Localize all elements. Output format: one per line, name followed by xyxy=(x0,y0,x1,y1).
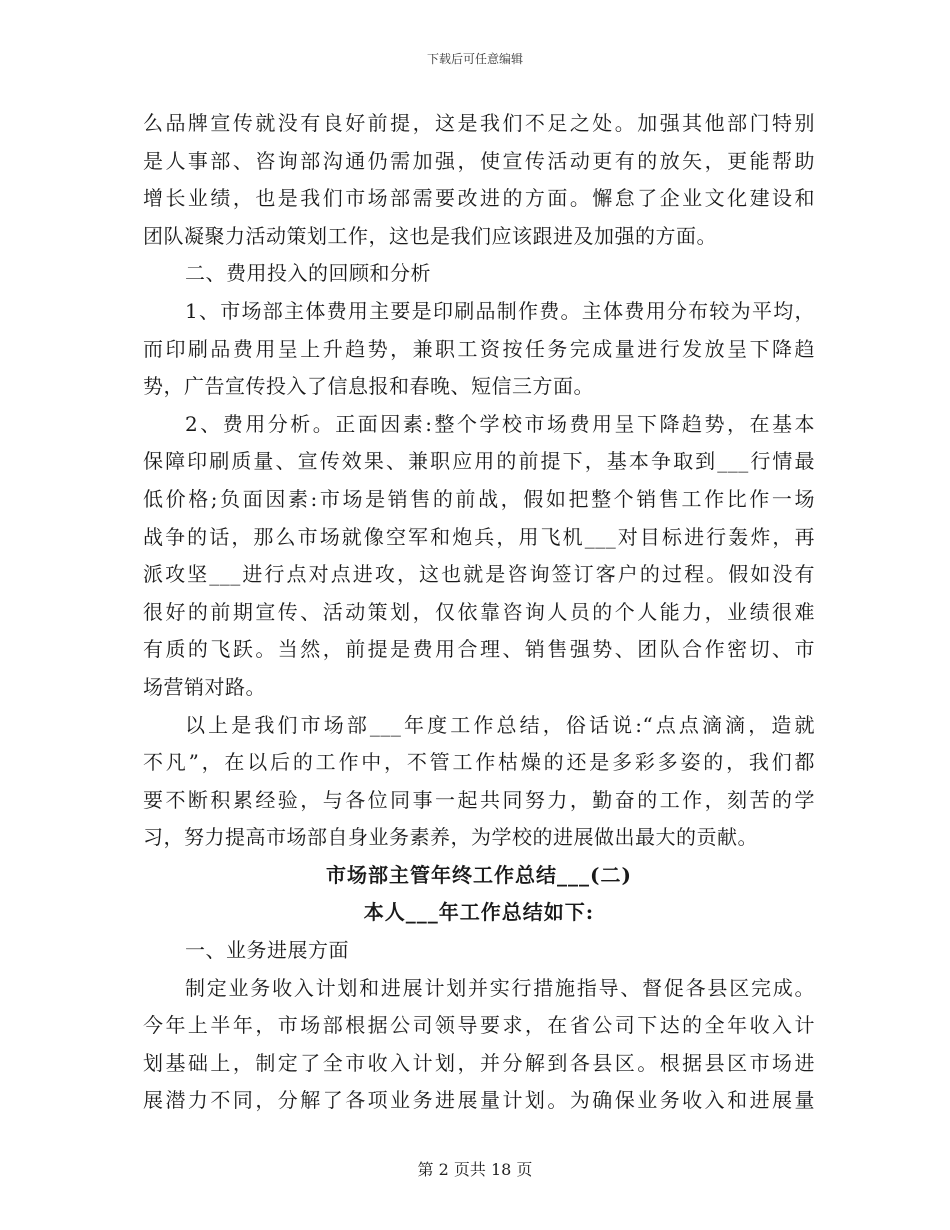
text-line: 派攻坚___进行点对点进攻，这也就是咨询签订客户的过程。假如没有 xyxy=(143,562,815,587)
text-line: 很好的前期宣传、活动策划，仅依靠咨询人员的个人能力，业绩很难 xyxy=(143,599,815,624)
section-heading: 本人___年工作总结如下: xyxy=(363,900,595,925)
page-header: 下载后可任意编辑 xyxy=(426,52,523,66)
document-body xyxy=(143,105,815,1120)
text-line: 制定业务收入计划和进展计划并实行措施指导、督促各县区完成。 xyxy=(185,975,815,1000)
text-line: 保障印刷质量、宣传效果、兼职应用的前提下，基本争取到___行情最 xyxy=(143,449,815,474)
text-line: 有质的飞跃。当然，前提是费用合理、销售强势、团队合作密切、市 xyxy=(143,637,815,662)
section-heading: 市场部主管年终工作总结___(二) xyxy=(326,862,632,887)
text-line: 么品牌宣传就没有良好前提，这是我们不足之处。加强其他部门特别 xyxy=(143,111,815,135)
text-line: 是人事部、咨询部沟通仍需加强，使宣传活动更有的放矢，更能帮助 xyxy=(143,148,815,173)
text-line: 一、业务进展方面 xyxy=(185,938,349,963)
text-line: 低价格;负面因素:市场是销售的前战，假如把整个销售工作比作一场 xyxy=(143,486,815,511)
text-line: 展潜力不同，分解了各项业务进展量计划。为确保业务收入和进展量 xyxy=(143,1088,815,1113)
text-line: 增长业绩，也是我们市场部需要改进的方面。懈怠了企业文化建设和 xyxy=(143,186,815,211)
text-line: 不凡”，在以后的工作中，不管工作枯燥的还是多彩多姿的，我们都 xyxy=(143,750,815,775)
text-line: 习，努力提高市场部自身业务素养，为学校的进展做出最大的贡献。 xyxy=(143,825,758,850)
text-line: 划基础上，制定了全市收入计划，并分解到各县区。根据县区市场进 xyxy=(143,1050,815,1075)
text-line: 势，广告宣传投入了信息报和春晚、短信三方面。 xyxy=(143,374,594,399)
text-line: 而印刷品费用呈上升趋势，兼职工资按任务完成量进行发放呈下降趋 xyxy=(143,336,815,361)
text-line: 要不断积累经验，与各位同事一起共同努力，勤奋的工作，刻苦的学 xyxy=(143,787,815,812)
text-line: 团队凝聚力活动策划工作，这也是我们应该跟进及加强的方面。 xyxy=(143,223,717,248)
text-line: 以上是我们市场部___年度工作总结，俗话说:“点点滴滴，造就 xyxy=(185,712,815,737)
text-line: 2、费用分析。正面因素:整个学校市场费用呈下降趋势，在基本 xyxy=(185,411,815,436)
text-line: 场营销对路。 xyxy=(143,674,266,699)
text-line: 今年上半年，市场部根据公司领导要求，在省公司下达的全年收入计 xyxy=(143,1013,815,1038)
page-footer: 第 2 页共 18 页 xyxy=(417,1160,533,1179)
text-line: 战争的话，那么市场就像空军和炮兵，用飞机___对目标进行轰炸，再 xyxy=(143,524,815,549)
text-line: 二、费用投入的回顾和分析 xyxy=(185,261,431,286)
text-line: 1、市场部主体费用主要是印刷品制作费。主体费用分布较为平均， xyxy=(185,298,815,323)
